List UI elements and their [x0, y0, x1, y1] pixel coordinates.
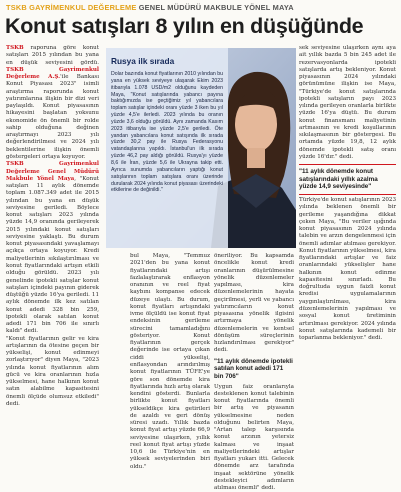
org-name: TSKB Gayrimenkul Değerleme A.Ş.: [6, 67, 99, 80]
divider: [299, 194, 396, 195]
article-column-3: [214, 253, 294, 425]
box-title: Rusya ilk sırada: [111, 56, 223, 66]
kicker-role: GENEL MÜDÜRÜ MAKBULE YÖNEL MAYA: [139, 3, 294, 12]
paragraph: "Konut fiyatlarının gelir ve kira artışlarının da ötesine geçen bir yükselişi, konut edinmeyi zorlaştırıyor" diyen Maya, "2023 yılında konut fiyatlarının alım gücü ve kira oranlarının hızla yükselmesi, hane halkının konut satın alabilme kapasitesini önemli ölçüde olumsuz etkiledi" dedi.: [6, 336, 99, 409]
article-column-4: [299, 45, 396, 425]
person-name: TSKB Gayrimenkul Değerleme Genel Müdürü Makbule Yönel Maya: [6, 161, 99, 182]
paragraph: Türkiye'de konut satışlarının 2023 yılında beklenen önemli bir gerileme yaşandığına dikkat çeken Maya, "Bu veriler ışığında konut piyasasının 2024 yılında talebin ve arzın dengelenmesi için önemli adımlar atılması gerekiyor. Konut fiyatlarının yükselmesi, kira fiyatlarındaki artışlar ve faiz oranlarındaki yükselişler hane halkının konut edinme kapasitesini sınırladı. Bu doğrultuda uygun faizli konut kredisi uygulamalarının yaygınlaştırılması, kira düzenlemelerinin yapılması ve sosyal konut üretiminin artırılması gerekiyor. 2024 yılında konut satışlarında kademeli bir toparlanma bekleniyor." dedi.: [299, 197, 396, 342]
article-column-1: [6, 45, 99, 425]
article-column-2: [130, 253, 210, 425]
paragraph: TSKB Gayrimenkul Değerleme Genel Müdürü Makbule Yönel Maya, "Konut satışları 11 aylık dönemde toplam 1.087.349 adet ile 2015 yılından bu yana en düşük seviyesine geriledi. Böylece konut satışları 2023 yılında yüzde 14,9 oranında gerileyerek 2015 yılındaki konut satışları seviyesine yaklaştı. Bu durum konut piyasasındaki yavaşlamayı açıkça ortaya koyuyor. Kredi maliyetlerinin sıkılaştırılması ve konut fiyatlarındaki artışın etkili olduğu görüldü. 2023 yılı genelinde ipotekli satışlar konut satışları içindeki payının giderek düştüğü yüzde 16'ya geriledi. 11 aylık dönemde ilk kez satılan konut adedi 328 bin 259, ipotekli olarak satılan konut adedi 171 bin 706 ile sınırlı kaldı" dedi.: [6, 161, 99, 335]
kicker: [6, 3, 294, 12]
subheading: "11 aylık dönemde ipotekli satılan konut adedi 171 bin 706": [214, 358, 294, 381]
paragraph: Uygun faiz oranlarıyla desteklenen konut talebinin konut fiyatlarında önemli bir artış ve piyasanın yükselmesine neden olduğunu belirten Maya, "Artan talep karşısında konut arzının yetersiz kalması ve inşaat maliyetlerindeki artışlar fiyatları yukarı itti. Gelecek dönemde arz tarafında inşaat sektörüne yönelik destekleyici adımların atılması önemli" dedi.: [214, 384, 294, 492]
paragraph: sek seviyesine ulaşırken aynı aya ait yıllık bazda 5 bin 245 adet ile rezervasyonlarda ipotekli satışlarda artış bekleniyor. Konut piyasasının 2024 yılındaki görünümüne ilişkin ise Maya, "Türkiye'de konut satışlarında ipotekli satışların payı 2023 yılında gerileyen oranlarla birlikte yüzde 16'ya düştü. Bu durum konut finansmanı maliyetinin artmasının ve kredi koşullarının sıkılaşmasının bir göstergesi. Bu ortamda yüzde 19,8, 12 aylık dönemde ipotekli satış oranı yüzde 16'dır." dedi.: [299, 45, 396, 161]
paragraph: bul Maya, "Temmuz 2021'den bu yana konut fiyatlarındaki artışı fazlalaştırarak enflasyon oranının ve reel fiyat kaybını kompanse edecek düzeye ulaştı. Bu durum, konut fiyatları artışındaki ivme ölçüldü ise konut fiyat endeksinin gerileme sürecini tamamladığını gösteriyor. Konut fiyatlarının gerçek değerinde ise ortaya çıkan ciddi yükselişi, enflasyondan arındırılmış konut fiyatlarının TÜFE'ye göre son dönemde kira fiyatlarında hızlı artış olarak kendini gösterdi. Bunlarla birlikte konut fiyatları yükseldikçe kira getirileri de azaldı ve geri dönüş süresi uzadı. Yıllık bazda konut fiyat artışı yüzde 66,9 seviyesine ulaşırken, yıllık reel konut fiyat artışı yüzde 10,6 ile Türkiye'nin en yüksek seviyelerinden biri oldu.": [130, 253, 210, 471]
org-name: TSKB: [6, 45, 24, 51]
kicker-org: TSKB GAYRİMENKUL DEĞERLEME: [6, 3, 136, 12]
paragraph: TSKB raporuna göre konut satışları 2015 yılından bu yana en düşük seviyesini gördü. TSKB Gayrimenkul Değerleme A.Ş.'ile Bankası Konut Piyasası 2023" isimli araştırma raporunda konut yatırımlarına ilişkin bir dizi veri paylaşıldı. Konut piyasasının hikayesini başlatan yoksunu ekonomide ön önemli bir rolde sahip olduğuna değinen araştırmayı 2023 yılı değerlendirilmesi ve 2024 yılı beklentilerine ilişkin önemli göstergeleri ortaya koyuyor.: [6, 45, 99, 161]
headline: Konut satışları 8 yılın en düşüğünde: [5, 13, 397, 39]
box-text: Dolar bazında konut fiyatlarının 2010 yılından bu yana en yüksek seviyeye ulaşarak Ekim 2023 itibarıyla 1.078 USD/m2 olduğunu kaydeden Maya, "Konut satışlarında yabancı payına baktığımızda ise geçtiğimiz yıl yabancılara toplam satışlar içindeki oranı yüzde 3 iken bu yıl yüzde 4,5'e ilerledi. 2023 yılında bu oranın yüzde 3,6 olduğu görüldü. Aynı zamanda Kasım 2023 itibarıyla ise yüzde 2,5'e geriledi. Öte yandan yabancılara konut satışında ilk sırada yüzde 30,2 pay ile Rusya Federasyonu vatandaşlarına yapıldı. İstanbul'un ilk sırada yüzde 46,2 pay aldığı görüldü. Rusya'yı yüzde 8,6 ile İran, yüzde 5,6 ile Ukrayna takip etti. Ayrıca sunumda yabancıların yaptığı konut satışlarının toplam satışlara oranı üzerinde durularak 2024 yılında konut piyasası üzerindeki etkilerine de değinildi.": [111, 71, 223, 194]
divider: [299, 164, 396, 165]
subheading: "11 aylık dönemde konut satışlarındaki yıllık azalma yüzde 14,9 seviyesinde": [299, 168, 396, 191]
sidebar-box: [106, 48, 228, 248]
paragraph: öneriliyor. Bu kapsamda öncelikle konut kredi oranlarının düşürülmesine yönelik düzenlemeler yapılması, kira düzenlemelerinin hayata geçirilmesi, yerli ve yabancı yatırımcıların konut piyasasına yönelik ilgisini artırmaya yönelik düzenlemelerin ve kentsel dönüşüm süreçlerinin hızlandırılması gerekiyor" dedi.: [214, 253, 294, 355]
